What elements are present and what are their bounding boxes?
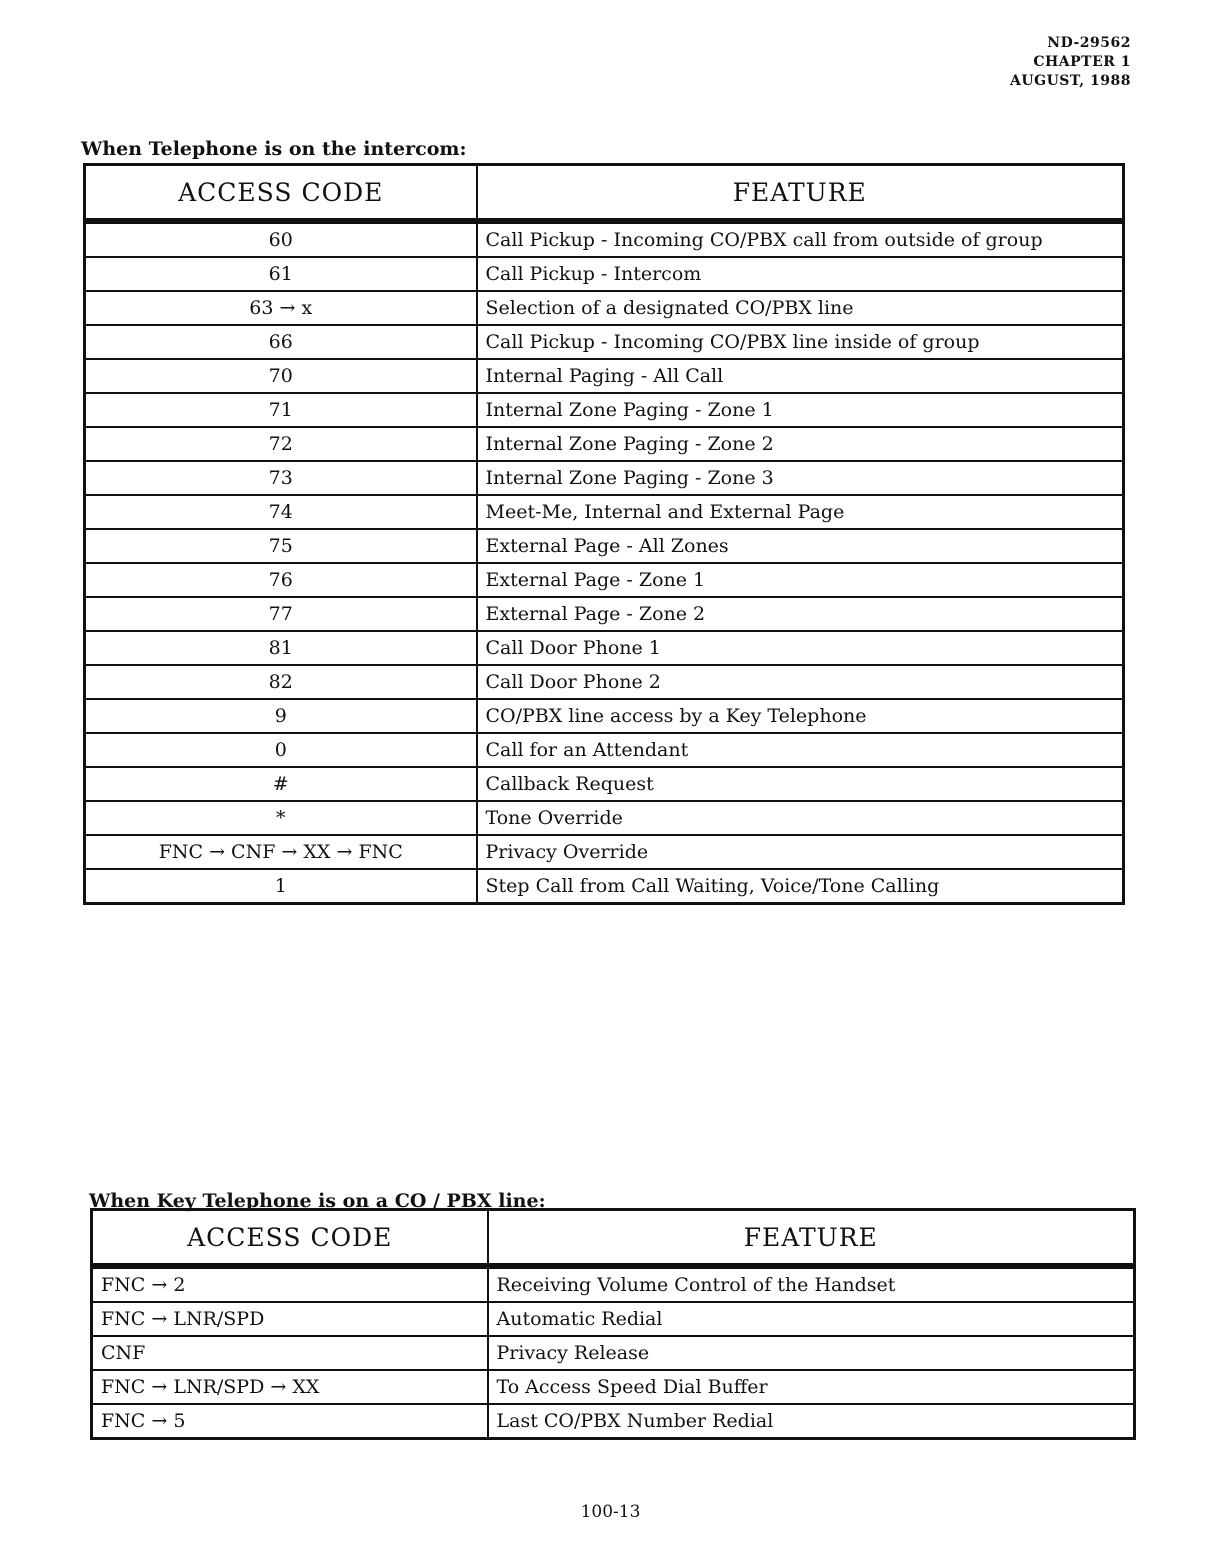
- feature-header: FEATURE: [488, 1210, 1135, 1267]
- feature-cell: Internal Zone Paging - Zone 3: [477, 461, 1124, 495]
- access-code-header: ACCESS CODE: [92, 1210, 488, 1267]
- table-row: [85, 221, 1124, 257]
- feature-cell: Call Pickup - Incoming CO/PBX line inside of group: [477, 325, 1124, 359]
- table-row: [85, 291, 1124, 325]
- table-row: [92, 1266, 1135, 1302]
- feature-cell: Call Pickup - Intercom: [477, 257, 1124, 291]
- access-code-cell: 81: [85, 631, 477, 665]
- access-code-cell: FNC → 2: [92, 1266, 488, 1302]
- feature-cell: Call Pickup - Incoming CO/PBX call from outside of group: [477, 221, 1124, 257]
- access-code-cell: 76: [85, 563, 477, 597]
- feature-cell: Privacy Override: [477, 835, 1124, 869]
- access-code-cell: 71: [85, 393, 477, 427]
- feature-cell: Meet-Me, Internal and External Page: [477, 495, 1124, 529]
- access-code-cell: 63 → x: [85, 291, 477, 325]
- feature-cell: Call Door Phone 2: [477, 665, 1124, 699]
- date-label: AUGUST, 1988: [1010, 73, 1131, 89]
- feature-cell: Automatic Redial: [488, 1302, 1135, 1336]
- access-code-cell: 1: [85, 869, 477, 904]
- feature-cell: Receiving Volume Control of the Handset: [488, 1266, 1135, 1302]
- document-header: [1010, 34, 1131, 91]
- access-code-cell: 9: [85, 699, 477, 733]
- table-row: [85, 529, 1124, 563]
- feature-cell: Tone Override: [477, 801, 1124, 835]
- table-row: [85, 461, 1124, 495]
- feature-cell: Call for an Attendant: [477, 733, 1124, 767]
- access-code-cell: 66: [85, 325, 477, 359]
- table-row: [85, 359, 1124, 393]
- line-caption: When Key Telephone is on a CO / PBX line:: [89, 1190, 546, 1212]
- doc-number: ND-29562: [1047, 35, 1131, 51]
- access-code-cell: 82: [85, 665, 477, 699]
- table-row: [85, 767, 1124, 801]
- table-header-row: [92, 1210, 1135, 1267]
- table-row: [92, 1370, 1135, 1404]
- access-code-cell: 77: [85, 597, 477, 631]
- table-row: [85, 563, 1124, 597]
- feature-cell: Internal Zone Paging - Zone 2: [477, 427, 1124, 461]
- table-row: [85, 325, 1124, 359]
- line-access-code-table: [90, 1208, 1136, 1440]
- table-row: [85, 597, 1124, 631]
- access-code-cell: 61: [85, 257, 477, 291]
- access-code-cell: 0: [85, 733, 477, 767]
- table-row: [85, 733, 1124, 767]
- access-code-header: ACCESS CODE: [85, 165, 477, 222]
- table-row: [92, 1336, 1135, 1370]
- intercom-caption: When Telephone is on the intercom:: [81, 138, 467, 160]
- feature-cell: To Access Speed Dial Buffer: [488, 1370, 1135, 1404]
- feature-header: FEATURE: [477, 165, 1124, 222]
- access-code-cell: FNC → CNF → XX → FNC: [85, 835, 477, 869]
- access-code-cell: FNC → LNR/SPD → XX: [92, 1370, 488, 1404]
- feature-cell: External Page - Zone 2: [477, 597, 1124, 631]
- access-code-cell: 74: [85, 495, 477, 529]
- feature-cell: Callback Request: [477, 767, 1124, 801]
- table-row: [85, 665, 1124, 699]
- table-row: [85, 869, 1124, 904]
- feature-cell: External Page - All Zones: [477, 529, 1124, 563]
- feature-cell: External Page - Zone 1: [477, 563, 1124, 597]
- table-row: [85, 699, 1124, 733]
- table-header-row: [85, 165, 1124, 222]
- table-row: [85, 495, 1124, 529]
- table-row: [85, 427, 1124, 461]
- access-code-cell: 70: [85, 359, 477, 393]
- access-code-cell: FNC → LNR/SPD: [92, 1302, 488, 1336]
- table-row: [92, 1302, 1135, 1336]
- access-code-cell: 73: [85, 461, 477, 495]
- feature-cell: Internal Paging - All Call: [477, 359, 1124, 393]
- feature-cell: Selection of a designated CO/PBX line: [477, 291, 1124, 325]
- access-code-cell: 60: [85, 221, 477, 257]
- feature-cell: Step Call from Call Waiting, Voice/Tone Calling: [477, 869, 1124, 904]
- access-code-cell: #: [85, 767, 477, 801]
- chapter-label: CHAPTER 1: [1033, 54, 1131, 70]
- feature-cell: Last CO/PBX Number Redial: [488, 1404, 1135, 1439]
- feature-cell: Call Door Phone 1: [477, 631, 1124, 665]
- feature-cell: Privacy Release: [488, 1336, 1135, 1370]
- table-row: [85, 835, 1124, 869]
- intercom-access-code-table: [83, 163, 1125, 905]
- access-code-cell: *: [85, 801, 477, 835]
- feature-cell: CO/PBX line access by a Key Telephone: [477, 699, 1124, 733]
- access-code-cell: CNF: [92, 1336, 488, 1370]
- table-row: [85, 631, 1124, 665]
- table-row: [92, 1404, 1135, 1439]
- table-row: [85, 393, 1124, 427]
- access-code-cell: 72: [85, 427, 477, 461]
- access-code-cell: FNC → 5: [92, 1404, 488, 1439]
- table-row: [85, 257, 1124, 291]
- table-row: [85, 801, 1124, 835]
- access-code-cell: 75: [85, 529, 477, 563]
- feature-cell: Internal Zone Paging - Zone 1: [477, 393, 1124, 427]
- page-number: 100-13: [580, 1502, 641, 1522]
